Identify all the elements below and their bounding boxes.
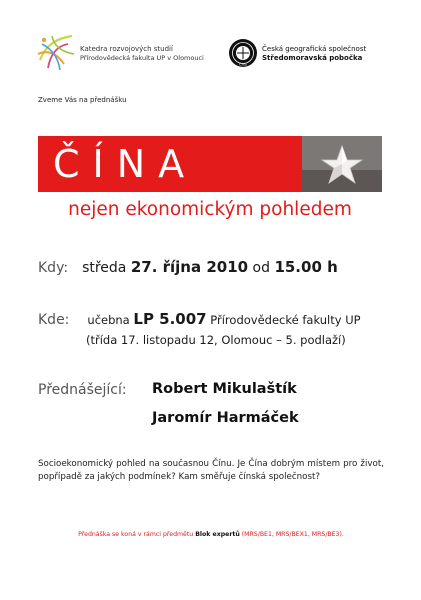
- right-org-name: Česká geografická společnost: [262, 45, 367, 53]
- when-day: středa: [82, 260, 127, 276]
- star-photo-icon: [302, 136, 382, 192]
- banner-title: ČÍNA: [53, 142, 198, 186]
- right-org-text: [262, 45, 366, 63]
- when-from: od: [252, 260, 270, 276]
- invitation-text: Zveme Vás na přednášku: [38, 96, 127, 104]
- subtitle: nejen ekonomickým pohledem: [68, 199, 352, 220]
- where-row: [38, 310, 361, 328]
- when-time: 15.00 h: [274, 258, 338, 276]
- seal-lettering: ČGS: [239, 62, 247, 67]
- title-banner: [38, 136, 382, 192]
- lecturer-name: Jaromír Harmáček: [152, 410, 299, 426]
- where-room-word: učebna: [87, 313, 130, 327]
- left-org-text: [80, 45, 204, 63]
- left-org-name: Katedra rozvojových studií: [80, 45, 173, 53]
- when-row: [38, 258, 338, 276]
- note-course: Blok expertů: [195, 531, 240, 538]
- course-note: [38, 531, 384, 538]
- where-faculty: Přírodovědecké fakulty UP: [210, 313, 361, 327]
- note-prefix: Přednáška se koná v rámci předmětu: [78, 531, 194, 538]
- right-org-branch: Středomoravská pobočka: [262, 54, 363, 62]
- where-room: LP 5.007: [133, 310, 207, 328]
- lecturers-row: [38, 382, 127, 398]
- note-codes: (MRS/BE1, MRS/BEX1, MRS/BE3).: [241, 531, 344, 538]
- left-org-faculty: Přírodovědecká fakulta UP v Olomouci: [80, 54, 204, 62]
- when-date: 27. října 2010: [130, 258, 249, 276]
- kr-logo-icon: [34, 30, 78, 72]
- where-label: Kde:: [38, 312, 70, 328]
- description-paragraph: Socioekonomický pohled na současnou Čínu. Je Čína dobrým místem pro život, popřípadě za jakých podmínek? Kam směřuje čínská společnost?: [38, 459, 384, 482]
- lecturers-label: Přednášející:: [38, 382, 127, 398]
- lecturer-name: Robert Mikulaštík: [152, 381, 297, 397]
- where-address: (třída 17. listopadu 12, Olomouc – 5. podlaží): [86, 333, 346, 347]
- cgs-seal-icon: [228, 38, 258, 68]
- when-label: Kdy:: [38, 260, 69, 276]
